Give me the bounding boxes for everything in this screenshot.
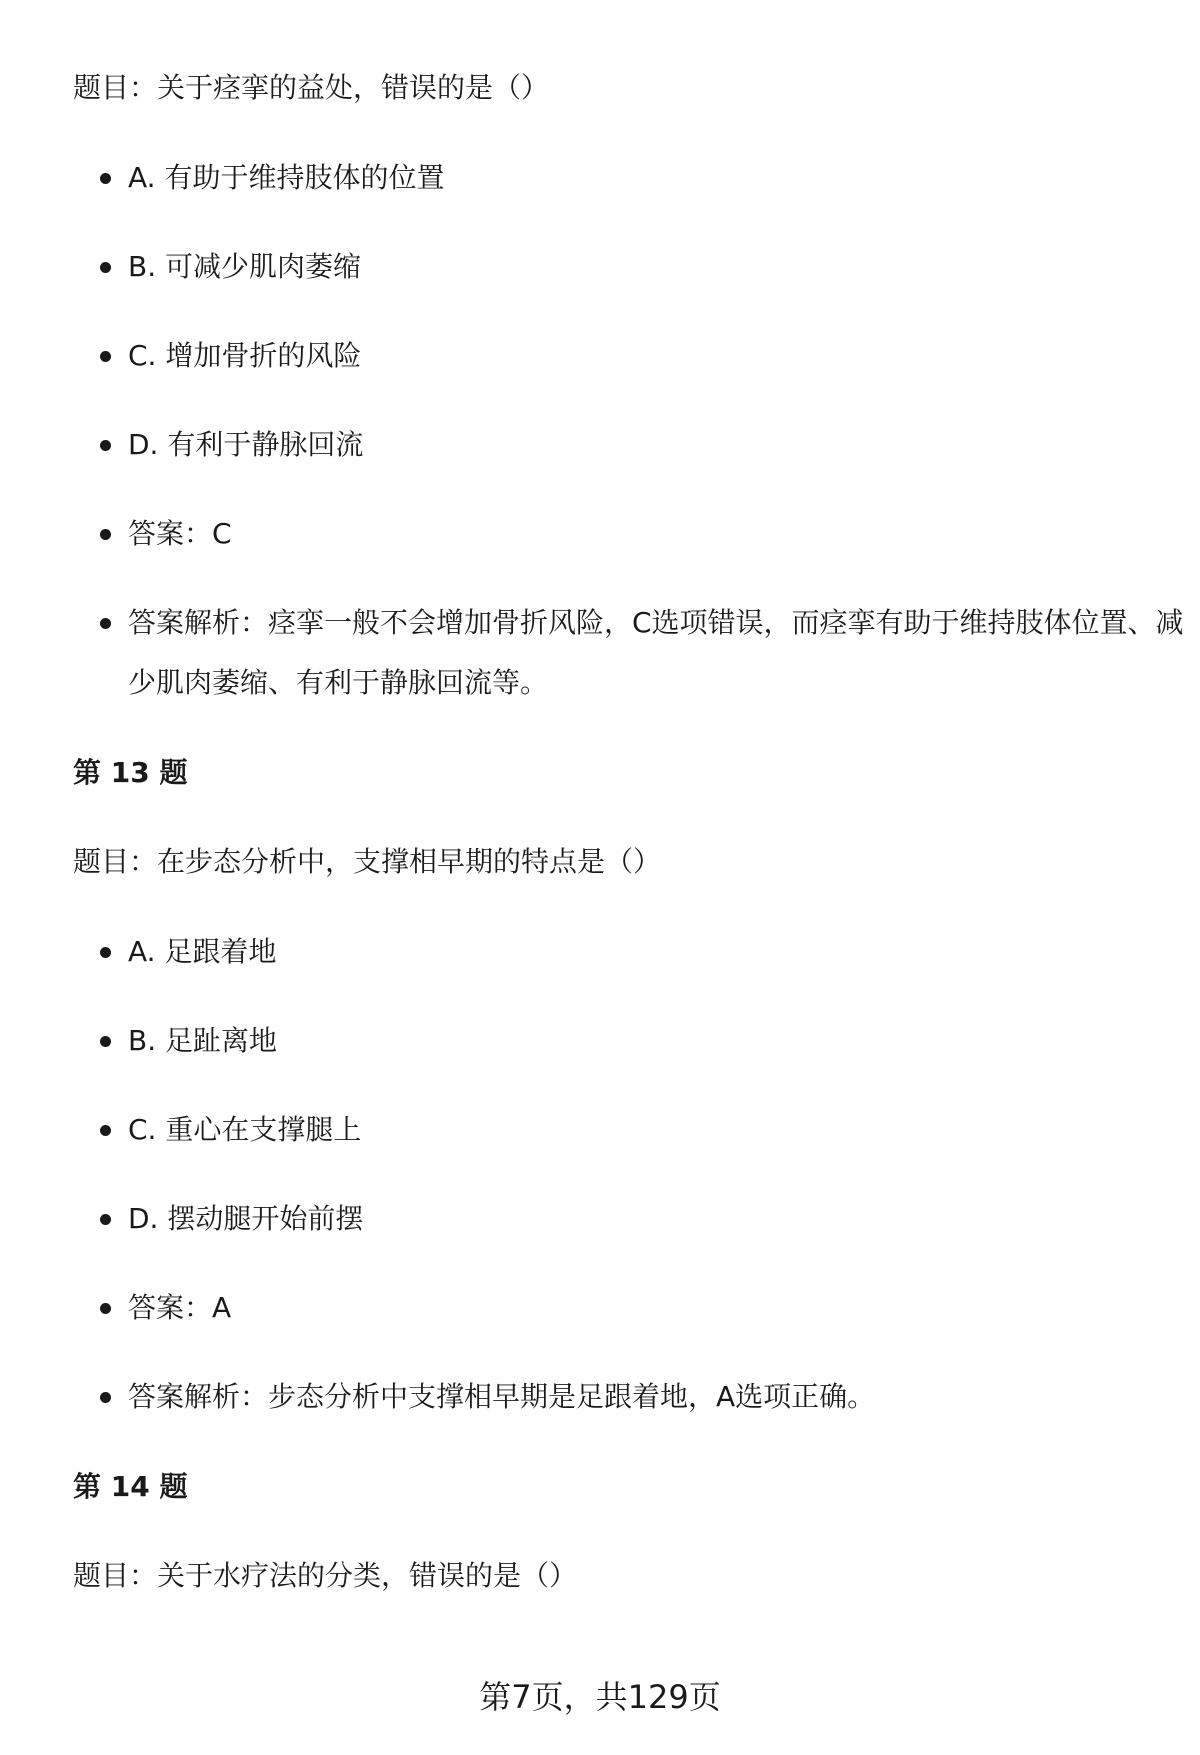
question-12-explanation-list — [73, 593, 1200, 713]
question-14-heading: 第 14 题 — [73, 1470, 188, 1503]
question-13-answer: 答案：A — [73, 1288, 231, 1328]
question-13-option-c: C. 重心在支撑腿上 — [73, 1110, 361, 1150]
question-12-option-c: C. 增加骨折的风险 — [73, 336, 361, 376]
question-13-heading: 第 13 题 — [73, 756, 188, 789]
question-12-options-b — [73, 247, 361, 287]
question-13-answer-list — [73, 1288, 231, 1328]
question-12-option-a: A. 有助于维持肢体的位置 — [73, 158, 444, 198]
question-13-options-c-list — [73, 1110, 361, 1150]
question-12-answer: 答案：C — [73, 514, 232, 554]
question-13-options-b-list — [73, 1021, 277, 1061]
question-12-option-d: D. 有利于静脉回流 — [73, 425, 363, 465]
question-13-option-b: B. 足趾离地 — [73, 1021, 277, 1061]
question-14-stem: 题目：关于水疗法的分类，错误的是（） — [73, 1559, 578, 1592]
question-13-options-d-list — [73, 1199, 363, 1239]
question-13-option-d: D. 摆动腿开始前摆 — [73, 1199, 363, 1239]
question-12-option-b: B. 可减少肌肉萎缩 — [73, 247, 361, 287]
question-12-options-c — [73, 336, 361, 376]
question-12-options-d — [73, 425, 363, 465]
question-12-stem: 题目：关于痉挛的益处，错误的是（） — [73, 71, 550, 104]
question-13-explanation: 答案解析：步态分析中支撑相早期是足跟着地，A选项正确。 — [73, 1377, 875, 1417]
question-12-options — [73, 158, 444, 198]
question-13-options-a-list — [73, 932, 276, 972]
question-12-answer-list — [73, 514, 232, 554]
question-12-explanation: 答案解析：痉挛一般不会增加骨折风险，C选项错误，而痉挛有助于维持肢体位置、减少肌肉萎缩、有利于静脉回流等。 — [73, 593, 1200, 713]
page-footer: 第7页，共129页 — [479, 1678, 721, 1716]
question-13-explanation-list — [73, 1377, 875, 1417]
question-13-option-a: A. 足跟着地 — [73, 932, 276, 972]
question-13-stem: 题目：在步态分析中，支撑相早期的特点是（） — [73, 845, 662, 878]
